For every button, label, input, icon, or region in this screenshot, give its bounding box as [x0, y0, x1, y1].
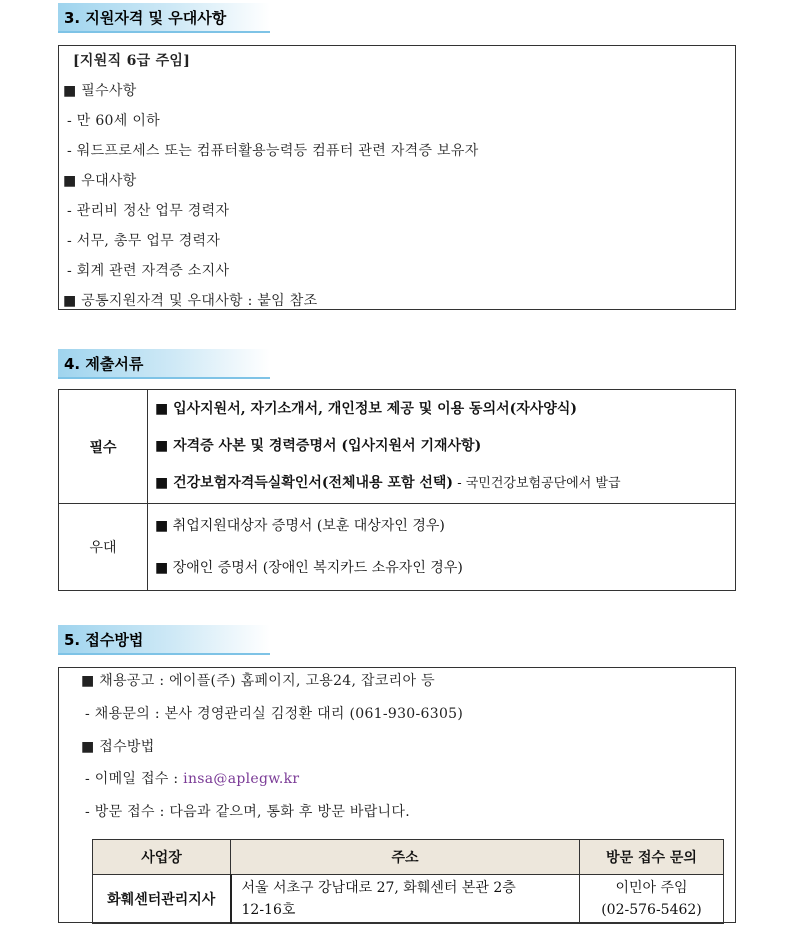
contact-name: 이민아 주임 — [615, 880, 688, 896]
s3-line-2: - 만 60세 이하 — [67, 113, 160, 129]
address-line-2: 12-16호 — [241, 902, 296, 918]
header-address: 주소 — [231, 840, 580, 875]
section-3-heading: 3. 지원자격 및 우대사항 — [58, 3, 270, 33]
required-item-row — [149, 465, 734, 502]
s3-line-6: - 서무, 총무 업무 경력자 — [67, 233, 221, 249]
required-item: ■ 자격증 사본 및 경력증명서 (입사지원서 기재사항) — [155, 438, 482, 454]
preferred-cell — [148, 504, 736, 591]
contact-phone: (02-576-5462) — [601, 902, 702, 918]
preferred-label: 우대 — [59, 504, 148, 591]
preferred-item: ■ 장애인 증명서 (장애인 복지카드 소유자인 경우) — [155, 560, 463, 576]
header-contact: 방문 접수 문의 — [580, 840, 724, 875]
required-note: - 국민건강보험공단에서 발급 — [453, 476, 621, 491]
s5-line-4 — [85, 768, 299, 788]
s3-line-3: - 워드프로세스 또는 컴퓨터활용능력등 컴퓨터 관련 자격증 보유자 — [67, 143, 479, 159]
email-prefix: - 이메일 접수 : — [85, 771, 184, 787]
section-5-heading: 5. 접수방법 — [58, 625, 270, 655]
header-site: 사업장 — [93, 840, 231, 875]
s3-line-1: ■ 필수사항 — [63, 83, 137, 99]
s3-line-7: - 회계 관련 자격증 소지사 — [67, 263, 230, 279]
preferred-item: ■ 취업지원대상자 증명서 (보훈 대상자인 경우) — [155, 518, 445, 534]
required-item: ■ 입사지원서, 자기소개서, 개인정보 제공 및 이용 동의서(자사양식) — [155, 401, 577, 417]
required-item: ■ 건강보험자격득실확인서(전체내용 포함 선택) — [155, 475, 454, 491]
section-4-heading: 4. 제출서류 — [58, 349, 270, 379]
address-line-1: 서울 서초구 강남대로 27, 화훼센터 본관 2층 — [241, 880, 516, 896]
visit-table — [92, 839, 724, 924]
s3-line-8: ■ 공통지원자격 및 우대사항 : 붙임 참조 — [63, 293, 318, 309]
section-3-box — [58, 45, 736, 310]
s5-line-2: - 채용문의 : 본사 경영관리실 김정환 대리 (061-930-6305) — [85, 706, 464, 722]
position-title: [지원직 6급 주임] — [73, 53, 191, 69]
s3-line-5: - 관리비 정산 업무 경력자 — [67, 203, 230, 219]
contact-cell — [580, 875, 724, 924]
email-link[interactable]: insa@aplegw.kr — [183, 771, 300, 787]
site-name: 화훼센터관리지사 — [93, 875, 231, 924]
s3-line-4: ■ 우대사항 — [63, 173, 137, 189]
s5-line-5: - 방문 접수 : 다음과 같으며, 통화 후 방문 바랍니다. — [85, 804, 410, 820]
required-cell — [148, 390, 736, 504]
required-label: 필수 — [59, 390, 148, 504]
address-cell — [231, 875, 580, 924]
s5-line-3: ■ 접수방법 — [81, 739, 155, 755]
documents-table — [58, 389, 736, 591]
s5-line-1: ■ 채용공고 : 에이플(주) 홈페이지, 고용24, 잡코리아 등 — [81, 673, 435, 689]
